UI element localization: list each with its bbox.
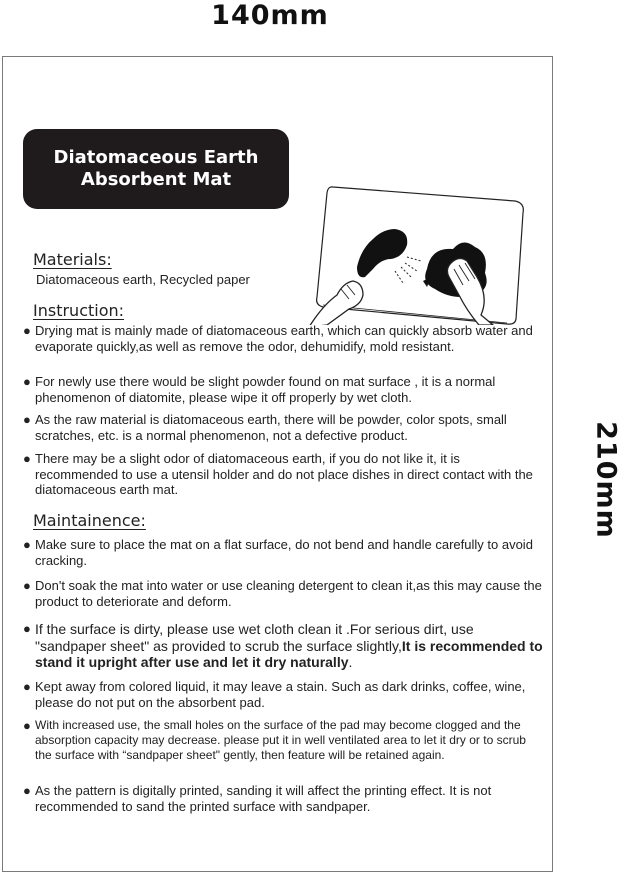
maintenance-item: ● Kept away from colored liquid, it may leave a stain. Such as dark drinks, coffee, wine, please do not put on the absorbent pad. bbox=[23, 679, 526, 710]
bullet-icon: ● bbox=[23, 451, 31, 466]
bullet-icon: ● bbox=[23, 718, 31, 733]
bullet-icon: ● bbox=[23, 412, 31, 427]
bullet-icon: ● bbox=[23, 679, 31, 694]
materials-text: Diatomaceous earth, Recycled paper bbox=[36, 272, 250, 287]
spray-head bbox=[357, 229, 407, 277]
maintenance-item: ● If the surface is dirty, please use wet cloth clean it .For serious dirt, use "sandpaper sheet" as provided to scrub the surface slightly,It is recommended to stand it upright after use and let it dry naturally. bbox=[23, 621, 543, 670]
height-dimension-label: 210mm bbox=[590, 421, 621, 539]
instruction-item: ● As the raw material is diatomaceous earth, there will be powder, color spots, small scratches, etc. is a normal phenomenon, not a defective product. bbox=[23, 412, 507, 443]
width-dimension-label: 140mm bbox=[211, 0, 329, 31]
materials-heading: Materials: bbox=[33, 250, 112, 269]
instruction-sheet bbox=[2, 56, 553, 872]
instruction-item: ● For newly use there would be slight powder found on mat surface , it is a normal phenomenon of diatomite, please wipe it off properly by wet cloth. bbox=[23, 374, 496, 405]
maintenance-heading: Maintainence: bbox=[33, 511, 146, 530]
bullet-icon: ● bbox=[23, 783, 31, 798]
maintenance-item: ● Make sure to place the mat on a flat surface, do not bend and handle carefully to avoid cracking. bbox=[23, 537, 533, 568]
page-title: Diatomaceous Earth Absorbent Mat bbox=[53, 147, 259, 190]
mat-cleaning-illustration bbox=[303, 177, 528, 325]
instruction-item: ● Drying mat is mainly made of diatomaceous earth, which can quickly absorb water and evaporate quickly,as well as remove the odor, dehumidify, mold resistant. bbox=[23, 323, 533, 354]
bullet-icon: ● bbox=[23, 323, 31, 338]
bullet-icon: ● bbox=[23, 621, 31, 636]
title-banner bbox=[23, 129, 289, 209]
maintenance-item: ● Don't soak the mat into water or use cleaning detergent to clean it,as this may cause the product to deteriorate and deform. bbox=[23, 578, 542, 609]
bullet-icon: ● bbox=[23, 537, 31, 552]
instruction-heading: Instruction: bbox=[33, 301, 125, 320]
bullet-icon: ● bbox=[23, 374, 31, 389]
instruction-item: ● There may be a slight odor of diatomaceous earth, if you do not like it, it is recommended to use a utensil holder and do not place dishes in direct contact with the diatomaceous earth mat. bbox=[23, 451, 533, 497]
maintenance-item: ● With increased use, the small holes on the surface of the pad may become clogged and the absorption capacity may decrease. please put it in well ventilated area to let it dry or to scrub the surface with “sandpaper sheet" gently, then feature will be retained again. bbox=[23, 718, 526, 762]
maintenance-item: ● As the pattern is digitally printed, sanding it will affect the printing effect. It is not recommended to sand the printed surface with sandpaper. bbox=[23, 783, 492, 814]
bullet-icon: ● bbox=[23, 578, 31, 593]
